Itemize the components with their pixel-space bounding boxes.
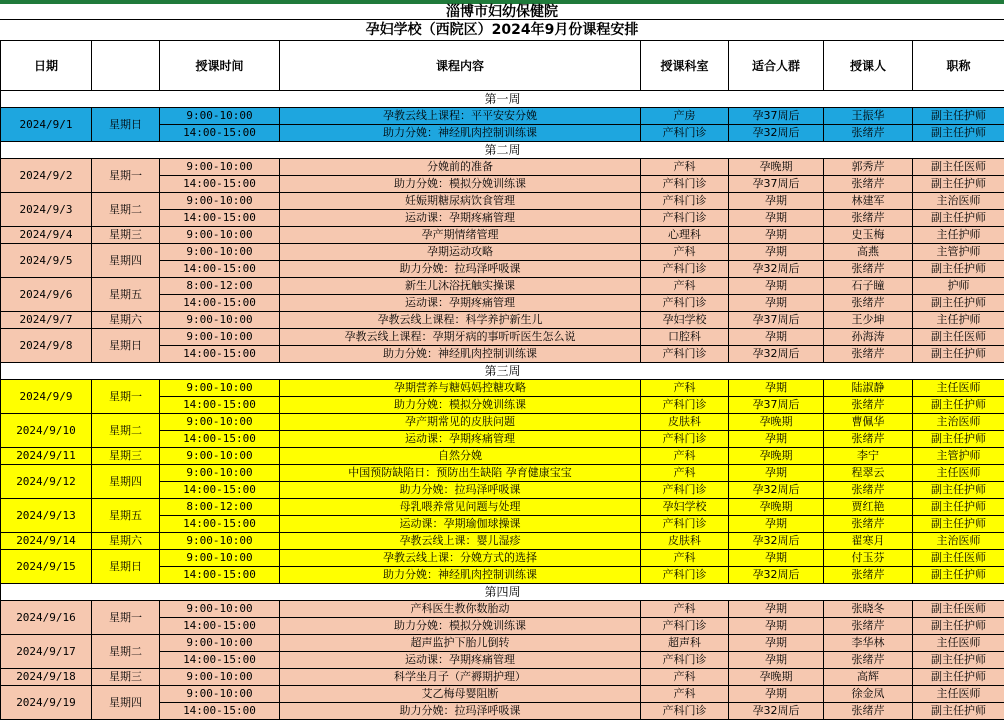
audience-cell: 孕32周后 — [729, 533, 824, 550]
teacher-cell: 张绪芹 — [824, 618, 913, 635]
title-cell: 副主任护师 — [913, 669, 1004, 686]
audience-cell: 孕期 — [729, 601, 824, 618]
audience-cell: 孕晚期 — [729, 414, 824, 431]
audience-cell: 孕32周后 — [729, 346, 824, 363]
title-cell: 副主任医师 — [913, 329, 1004, 346]
content-cell: 孕教云线上课程：平平安安分娩 — [280, 108, 641, 125]
dept-cell: 产科门诊 — [641, 193, 729, 210]
content-cell: 孕教云线上课程：科学养护新生儿 — [280, 312, 641, 329]
audience-cell: 孕晚期 — [729, 669, 824, 686]
col-dept: 授课科室 — [641, 41, 729, 91]
content-cell: 新生儿沐浴抚触实操课 — [280, 278, 641, 295]
week-label: 第四周 — [1, 584, 1004, 601]
content-cell: 母乳喂养常见问题与处理 — [280, 499, 641, 516]
dept-cell: 产科 — [641, 686, 729, 703]
weekday-cell: 星期五 — [92, 499, 160, 533]
audience-cell: 孕期 — [729, 278, 824, 295]
date-cell: 2024/9/17 — [1, 635, 92, 669]
content-cell: 孕教云线上课：婴儿湿疹 — [280, 533, 641, 550]
content-cell: 妊娠期糖尿病饮食管理 — [280, 193, 641, 210]
audience-cell: 孕期 — [729, 431, 824, 448]
table-row — [1, 686, 1004, 703]
teacher-cell: 张绪芹 — [824, 703, 913, 720]
title-cell: 副主任护师 — [913, 431, 1004, 448]
schedule-table — [0, 40, 1004, 720]
title-cell: 主任医师 — [913, 380, 1004, 397]
title-cell: 主管护师 — [913, 244, 1004, 261]
dept-cell: 产科门诊 — [641, 210, 729, 227]
dept-cell: 产科 — [641, 159, 729, 176]
content-cell: 运动课：孕期瑜伽球操课 — [280, 516, 641, 533]
time-cell: 9:00-10:00 — [160, 108, 280, 125]
table-row — [1, 669, 1004, 686]
dept-cell: 产科门诊 — [641, 516, 729, 533]
time-cell: 14:00-15:00 — [160, 261, 280, 278]
teacher-cell: 王少坤 — [824, 312, 913, 329]
col-weekday — [92, 41, 160, 91]
date-cell: 2024/9/9 — [1, 380, 92, 414]
dept-cell: 产科门诊 — [641, 482, 729, 499]
weekday-cell: 星期三 — [92, 227, 160, 244]
content-cell: 助力分娩：模拟分娩训练课 — [280, 176, 641, 193]
content-cell: 自然分娩 — [280, 448, 641, 465]
weekday-cell: 星期日 — [92, 329, 160, 363]
time-cell: 8:00-12:00 — [160, 499, 280, 516]
audience-cell: 孕期 — [729, 210, 824, 227]
content-cell: 助力分娩：拉玛泽呼吸课 — [280, 261, 641, 278]
col-audience: 适合人群 — [729, 41, 824, 91]
schedule-title: 孕妇学校（西院区）2024年9月份课程安排 — [0, 20, 1004, 40]
weekday-cell: 星期一 — [92, 159, 160, 193]
teacher-cell: 高辉 — [824, 669, 913, 686]
audience-cell: 孕期 — [729, 618, 824, 635]
teacher-cell: 张绪芹 — [824, 516, 913, 533]
audience-cell: 孕期 — [729, 244, 824, 261]
time-cell: 9:00-10:00 — [160, 227, 280, 244]
teacher-cell: 翟寒月 — [824, 533, 913, 550]
schedule-body — [1, 91, 1004, 720]
date-cell: 2024/9/16 — [1, 601, 92, 635]
teacher-cell: 林建军 — [824, 193, 913, 210]
col-date: 日期 — [1, 41, 92, 91]
teacher-cell: 高燕 — [824, 244, 913, 261]
teacher-cell: 李宁 — [824, 448, 913, 465]
hospital-name: 淄博市妇幼保健院 — [0, 4, 1004, 20]
content-cell: 助力分娩：拉玛泽呼吸课 — [280, 482, 641, 499]
title-cell: 副主任护师 — [913, 295, 1004, 312]
title-cell: 主任医师 — [913, 465, 1004, 482]
content-cell: 助力分娩：神经肌肉控制训练课 — [280, 567, 641, 584]
teacher-cell: 张绪芹 — [824, 176, 913, 193]
weekday-cell: 星期一 — [92, 601, 160, 635]
teacher-cell: 张绪芹 — [824, 295, 913, 312]
audience-cell: 孕期 — [729, 652, 824, 669]
table-row — [1, 448, 1004, 465]
time-cell: 9:00-10:00 — [160, 159, 280, 176]
time-cell: 14:00-15:00 — [160, 125, 280, 142]
teacher-cell: 张晓冬 — [824, 601, 913, 618]
teacher-cell: 张绪芹 — [824, 652, 913, 669]
audience-cell: 孕期 — [729, 550, 824, 567]
dept-cell: 皮肤科 — [641, 414, 729, 431]
content-cell: 孕期运动攻略 — [280, 244, 641, 261]
title-cell: 副主任护师 — [913, 125, 1004, 142]
content-cell: 孕产期情绪管理 — [280, 227, 641, 244]
dept-cell: 产科门诊 — [641, 176, 729, 193]
title-cell: 副主任护师 — [913, 618, 1004, 635]
weekday-cell: 星期六 — [92, 312, 160, 329]
dept-cell: 孕妇学校 — [641, 312, 729, 329]
dept-cell: 产科 — [641, 380, 729, 397]
content-cell: 助力分娩：模拟分娩训练课 — [280, 618, 641, 635]
time-cell: 14:00-15:00 — [160, 618, 280, 635]
weekday-cell: 星期五 — [92, 278, 160, 312]
dept-cell: 产科门诊 — [641, 652, 729, 669]
audience-cell: 孕期 — [729, 516, 824, 533]
time-cell: 14:00-15:00 — [160, 397, 280, 414]
content-cell: 中国预防缺陷日：预防出生缺陷 孕育健康宝宝 — [280, 465, 641, 482]
week-header-row — [1, 142, 1004, 159]
col-content: 课程内容 — [280, 41, 641, 91]
date-cell: 2024/9/7 — [1, 312, 92, 329]
date-cell: 2024/9/6 — [1, 278, 92, 312]
table-row — [1, 414, 1004, 431]
time-cell: 9:00-10:00 — [160, 669, 280, 686]
dept-cell: 产科门诊 — [641, 346, 729, 363]
date-cell: 2024/9/3 — [1, 193, 92, 227]
teacher-cell: 郭秀芹 — [824, 159, 913, 176]
title-cell: 副主任护师 — [913, 652, 1004, 669]
dept-cell: 产科门诊 — [641, 397, 729, 414]
time-cell: 14:00-15:00 — [160, 652, 280, 669]
table-row — [1, 329, 1004, 346]
table-row — [1, 635, 1004, 652]
audience-cell: 孕37周后 — [729, 108, 824, 125]
audience-cell: 孕期 — [729, 329, 824, 346]
time-cell: 14:00-15:00 — [160, 176, 280, 193]
title-cell: 副主任护师 — [913, 703, 1004, 720]
content-cell: 孕教云线上课：分娩方式的选择 — [280, 550, 641, 567]
audience-cell: 孕期 — [729, 380, 824, 397]
time-cell: 9:00-10:00 — [160, 550, 280, 567]
teacher-cell: 张绪芹 — [824, 346, 913, 363]
teacher-cell: 张绪芹 — [824, 431, 913, 448]
content-cell: 产科医生教你数胎动 — [280, 601, 641, 618]
dept-cell: 产科 — [641, 669, 729, 686]
title-cell: 副主任护师 — [913, 108, 1004, 125]
content-cell: 艾乙梅母婴阻断 — [280, 686, 641, 703]
audience-cell: 孕32周后 — [729, 261, 824, 278]
time-cell: 14:00-15:00 — [160, 703, 280, 720]
audience-cell: 孕晚期 — [729, 159, 824, 176]
week-label: 第一周 — [1, 91, 1004, 108]
teacher-cell: 张绪芹 — [824, 567, 913, 584]
dept-cell: 产科门诊 — [641, 295, 729, 312]
teacher-cell: 石子瞳 — [824, 278, 913, 295]
table-row — [1, 278, 1004, 295]
audience-cell: 孕期 — [729, 635, 824, 652]
teacher-cell: 曹佩华 — [824, 414, 913, 431]
dept-cell: 产科门诊 — [641, 703, 729, 720]
content-cell: 助力分娩：神经肌肉控制训练课 — [280, 346, 641, 363]
dept-cell: 孕妇学校 — [641, 499, 729, 516]
teacher-cell: 张绪芹 — [824, 261, 913, 278]
date-cell: 2024/9/15 — [1, 550, 92, 584]
time-cell: 9:00-10:00 — [160, 601, 280, 618]
teacher-cell: 张绪芹 — [824, 482, 913, 499]
table-row — [1, 380, 1004, 397]
content-cell: 助力分娩：模拟分娩训练课 — [280, 397, 641, 414]
title-cell: 主任医师 — [913, 686, 1004, 703]
date-cell: 2024/9/13 — [1, 499, 92, 533]
dept-cell: 皮肤科 — [641, 533, 729, 550]
table-row — [1, 550, 1004, 567]
date-cell: 2024/9/5 — [1, 244, 92, 278]
content-cell: 运动课：孕期疼痛管理 — [280, 295, 641, 312]
weekday-cell: 星期二 — [92, 193, 160, 227]
content-cell: 助力分娩：拉玛泽呼吸课 — [280, 703, 641, 720]
weekday-cell: 星期日 — [92, 108, 160, 142]
content-cell: 分娩前的准备 — [280, 159, 641, 176]
week-header-row — [1, 584, 1004, 601]
teacher-cell: 孙海涛 — [824, 329, 913, 346]
weekday-cell: 星期日 — [92, 550, 160, 584]
time-cell: 14:00-15:00 — [160, 431, 280, 448]
col-teacher: 授课人 — [824, 41, 913, 91]
time-cell: 9:00-10:00 — [160, 380, 280, 397]
dept-cell: 产科 — [641, 601, 729, 618]
table-row — [1, 244, 1004, 261]
content-cell: 孕产期常见的皮肤问题 — [280, 414, 641, 431]
title-cell: 副主任护师 — [913, 482, 1004, 499]
weekday-cell: 星期二 — [92, 414, 160, 448]
date-cell: 2024/9/2 — [1, 159, 92, 193]
time-cell: 14:00-15:00 — [160, 567, 280, 584]
dept-cell: 产科门诊 — [641, 125, 729, 142]
weekday-cell: 星期四 — [92, 244, 160, 278]
dept-cell: 产科门诊 — [641, 567, 729, 584]
title-cell: 副主任医师 — [913, 159, 1004, 176]
title-cell: 主治医师 — [913, 533, 1004, 550]
week-label: 第二周 — [1, 142, 1004, 159]
date-cell: 2024/9/1 — [1, 108, 92, 142]
audience-cell: 孕32周后 — [729, 125, 824, 142]
table-row — [1, 312, 1004, 329]
content-cell: 运动课：孕期疼痛管理 — [280, 210, 641, 227]
content-cell: 超声监护下胎儿倒转 — [280, 635, 641, 652]
time-cell: 14:00-15:00 — [160, 482, 280, 499]
content-cell: 科学坐月子（产褥期护理） — [280, 669, 641, 686]
time-cell: 9:00-10:00 — [160, 448, 280, 465]
time-cell: 14:00-15:00 — [160, 295, 280, 312]
date-cell: 2024/9/8 — [1, 329, 92, 363]
col-time: 授课时间 — [160, 41, 280, 91]
audience-cell: 孕期 — [729, 465, 824, 482]
audience-cell: 孕晚期 — [729, 448, 824, 465]
teacher-cell: 张绪芹 — [824, 125, 913, 142]
title-cell: 副主任医师 — [913, 550, 1004, 567]
title-cell: 副主任护师 — [913, 346, 1004, 363]
audience-cell: 孕期 — [729, 686, 824, 703]
table-row — [1, 159, 1004, 176]
col-title: 职称 — [913, 41, 1004, 91]
title-cell: 副主任护师 — [913, 516, 1004, 533]
time-cell: 9:00-10:00 — [160, 414, 280, 431]
time-cell: 9:00-10:00 — [160, 329, 280, 346]
title-cell: 副主任护师 — [913, 210, 1004, 227]
audience-cell: 孕32周后 — [729, 703, 824, 720]
table-row — [1, 533, 1004, 550]
table-row — [1, 601, 1004, 618]
audience-cell: 孕37周后 — [729, 176, 824, 193]
title-cell: 副主任护师 — [913, 499, 1004, 516]
dept-cell: 产科 — [641, 465, 729, 482]
title-cell: 护师 — [913, 278, 1004, 295]
title-cell: 主任医师 — [913, 635, 1004, 652]
week-header-row — [1, 91, 1004, 108]
teacher-cell: 李华林 — [824, 635, 913, 652]
weekday-cell: 星期四 — [92, 686, 160, 720]
time-cell: 9:00-10:00 — [160, 533, 280, 550]
time-cell: 8:00-12:00 — [160, 278, 280, 295]
table-row — [1, 465, 1004, 482]
dept-cell: 产科 — [641, 244, 729, 261]
title-cell: 副主任护师 — [913, 397, 1004, 414]
time-cell: 9:00-10:00 — [160, 193, 280, 210]
dept-cell: 产科 — [641, 550, 729, 567]
teacher-cell: 徐金凤 — [824, 686, 913, 703]
teacher-cell: 陆淑静 — [824, 380, 913, 397]
teacher-cell: 程翠云 — [824, 465, 913, 482]
time-cell: 9:00-10:00 — [160, 244, 280, 261]
teacher-cell: 张绪芹 — [824, 210, 913, 227]
teacher-cell: 王振华 — [824, 108, 913, 125]
teacher-cell: 贾红艳 — [824, 499, 913, 516]
title-cell: 副主任护师 — [913, 176, 1004, 193]
dept-cell: 口腔科 — [641, 329, 729, 346]
time-cell: 9:00-10:00 — [160, 465, 280, 482]
week-header-row — [1, 363, 1004, 380]
week-label: 第三周 — [1, 363, 1004, 380]
content-cell: 孕教云线上课程：孕期牙病的事听听医生怎么说 — [280, 329, 641, 346]
teacher-cell: 史玉梅 — [824, 227, 913, 244]
date-cell: 2024/9/14 — [1, 533, 92, 550]
dept-cell: 产科门诊 — [641, 261, 729, 278]
date-cell: 2024/9/19 — [1, 686, 92, 720]
title-cell: 副主任护师 — [913, 261, 1004, 278]
audience-cell: 孕期 — [729, 295, 824, 312]
weekday-cell: 星期三 — [92, 448, 160, 465]
title-cell: 主管护师 — [913, 448, 1004, 465]
date-cell: 2024/9/18 — [1, 669, 92, 686]
title-cell: 主任护师 — [913, 312, 1004, 329]
dept-cell: 超声科 — [641, 635, 729, 652]
date-cell: 2024/9/11 — [1, 448, 92, 465]
content-cell: 助力分娩：神经肌肉控制训练课 — [280, 125, 641, 142]
time-cell: 9:00-10:00 — [160, 312, 280, 329]
title-cell: 主治医师 — [913, 414, 1004, 431]
audience-cell: 孕晚期 — [729, 499, 824, 516]
table-row — [1, 499, 1004, 516]
title-cell: 副主任医师 — [913, 601, 1004, 618]
date-cell: 2024/9/12 — [1, 465, 92, 499]
dept-cell: 产科 — [641, 448, 729, 465]
dept-cell: 产科门诊 — [641, 618, 729, 635]
table-row — [1, 193, 1004, 210]
time-cell: 9:00-10:00 — [160, 686, 280, 703]
dept-cell: 产房 — [641, 108, 729, 125]
date-cell: 2024/9/10 — [1, 414, 92, 448]
table-row — [1, 227, 1004, 244]
audience-cell: 孕32周后 — [729, 482, 824, 499]
teacher-cell: 付玉芬 — [824, 550, 913, 567]
content-cell: 运动课：孕期疼痛管理 — [280, 652, 641, 669]
dept-cell: 产科门诊 — [641, 431, 729, 448]
time-cell: 14:00-15:00 — [160, 210, 280, 227]
weekday-cell: 星期三 — [92, 669, 160, 686]
weekday-cell: 星期一 — [92, 380, 160, 414]
audience-cell: 孕37周后 — [729, 312, 824, 329]
time-cell: 14:00-15:00 — [160, 346, 280, 363]
weekday-cell: 星期二 — [92, 635, 160, 669]
time-cell: 14:00-15:00 — [160, 516, 280, 533]
time-cell: 9:00-10:00 — [160, 635, 280, 652]
audience-cell: 孕32周后 — [729, 567, 824, 584]
teacher-cell: 张绪芹 — [824, 397, 913, 414]
weekday-cell: 星期六 — [92, 533, 160, 550]
dept-cell: 产科 — [641, 278, 729, 295]
content-cell: 运动课：孕期疼痛管理 — [280, 431, 641, 448]
dept-cell: 心理科 — [641, 227, 729, 244]
title-cell: 主治医师 — [913, 193, 1004, 210]
content-cell: 孕期营养与糖妈妈控糖攻略 — [280, 380, 641, 397]
date-cell: 2024/9/4 — [1, 227, 92, 244]
audience-cell: 孕37周后 — [729, 397, 824, 414]
table-row — [1, 108, 1004, 125]
audience-cell: 孕期 — [729, 193, 824, 210]
header-row — [1, 41, 1004, 91]
weekday-cell: 星期四 — [92, 465, 160, 499]
title-cell: 副主任护师 — [913, 567, 1004, 584]
audience-cell: 孕期 — [729, 227, 824, 244]
title-cell: 主任护师 — [913, 227, 1004, 244]
